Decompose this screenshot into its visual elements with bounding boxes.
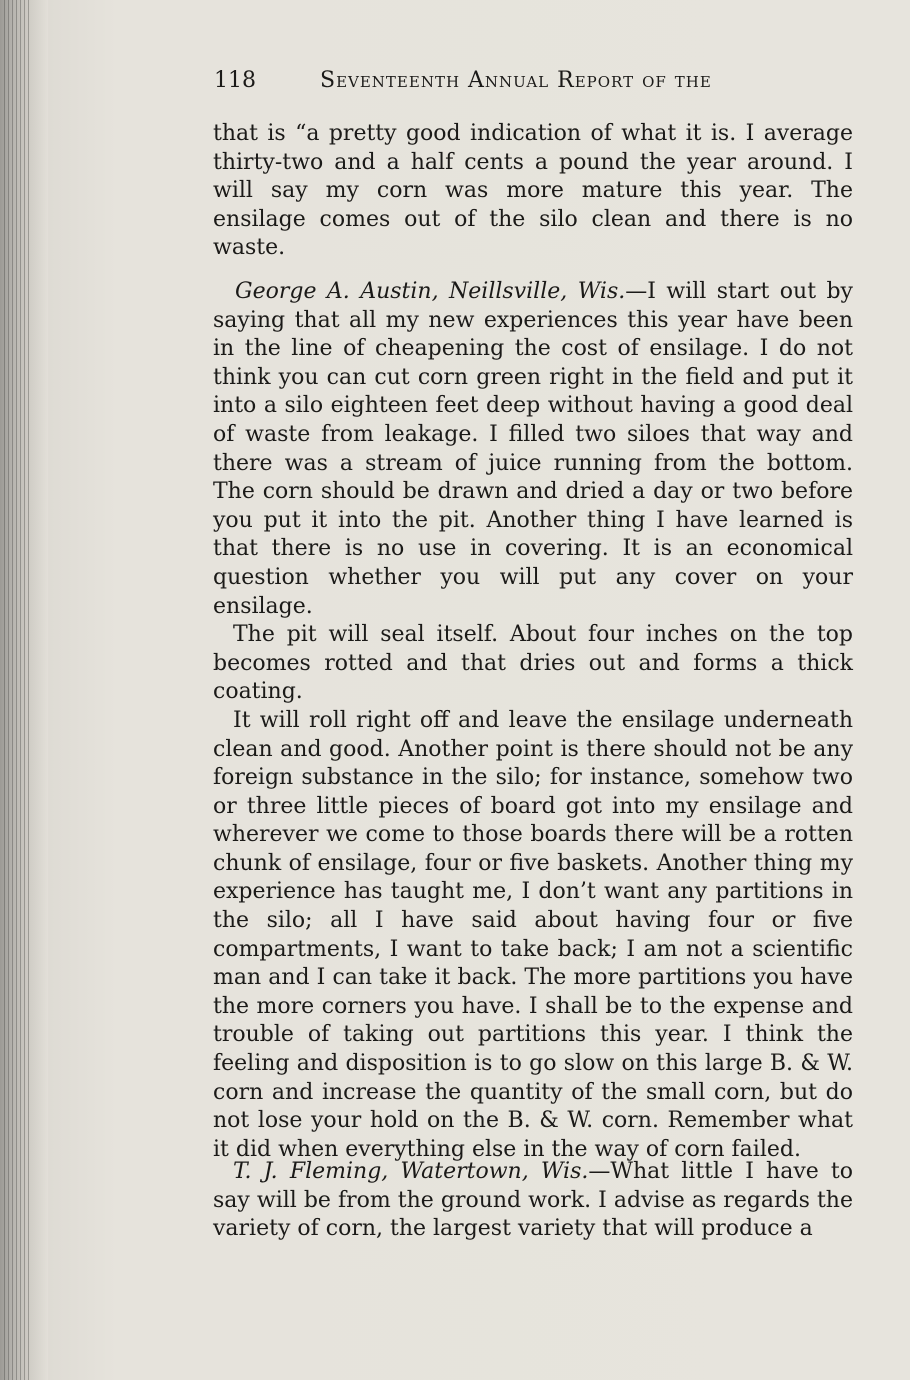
em-dash: — bbox=[625, 279, 648, 304]
paragraph-text: I will start out by saying that all my new experiences this year have been in the line of cheapening the cost of ensilage. I do not think you can cut corn green right in the field and put it into a silo eighteen feet deep without having a good deal of waste from leakage. I filled two siloes that way and there was a stream of juice running from the bottom. The corn should be drawn and dried a day or two before you put it into the pit. Another thing I have learned is that there is no use in covering. It is an economical question whether you will put any cover on your ensilage. bbox=[213, 279, 853, 619]
paragraph: The pit will seal itself. About four inches on the top becomes rotted and that dries out and forms a thick coating. bbox=[213, 622, 853, 705]
binding-page-edges bbox=[4, 0, 32, 1380]
page-header bbox=[214, 66, 854, 96]
paragraph: It will roll right off and leave the ensilage underneath clean and good. Another point is there should not be any foreign substance in the silo; for instance, somehow two or three little pieces of board got into my ensilage and wherever we come to those boards there will be a rotten chunk of ensilage, four or five baskets. Another thing my experience has taught me, I don’t want any partitions in the silo; all I have said about having four or five compartments, I want to take back; I am not a scientific man and I can take it back. The more partitions you have the more corners you have. I shall be to the expense and trouble of taking out partitions this year. I think the feeling and disposition is to go slow on this large B. & W. corn and increase the quantity of the small corn, but do not lose your hold on the B. & W. corn. Remember what it did when everything else in the way of corn failed. bbox=[213, 707, 853, 1162]
continued-paragraph-block bbox=[213, 120, 853, 263]
paragraph bbox=[213, 278, 853, 621]
paragraph-text: What little I have to say will be from the ground work. I advise as regards the variety of corn, the largest variety that will produce a bbox=[213, 1159, 854, 1242]
page-number: 118 bbox=[214, 68, 256, 93]
speaker-name: T. J. Fleming, Watertown, Wis. bbox=[233, 1159, 589, 1184]
em-dash: — bbox=[588, 1159, 611, 1184]
speaker-name: George A. Austin, Neillsville, Wis. bbox=[235, 279, 626, 304]
paragraph: that is “a pretty good indication of what it is. I average thirty-two and a half cents a pound the year around. I will say my corn was more mature this year. The ensilage comes out of the silo clean and there is no waste. bbox=[213, 121, 853, 261]
fleming-remarks bbox=[213, 1158, 853, 1244]
austin-remarks bbox=[213, 278, 853, 1164]
paragraph bbox=[213, 1158, 853, 1244]
running-title: Seventeenth Annual Report of the bbox=[320, 68, 712, 93]
